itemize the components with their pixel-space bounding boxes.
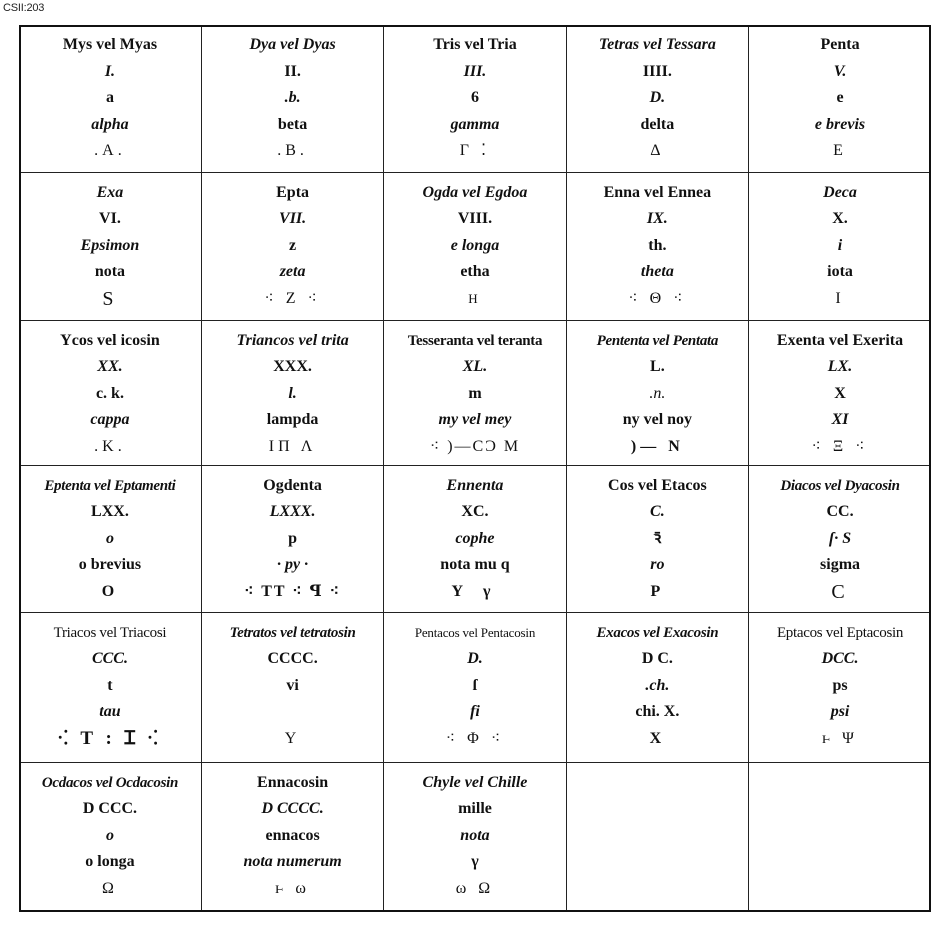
cell-letter: ennacos <box>265 826 320 844</box>
cell-letter: .n. <box>649 384 666 402</box>
cell-letter-name: e brevis <box>814 115 866 133</box>
cell-name: Tris vel Tria <box>433 36 517 53</box>
cell-numeral: VI. <box>99 210 121 227</box>
cell-letter: p <box>288 529 298 547</box>
cell-glyph: .B. <box>277 142 308 159</box>
cell-glyph: ⁖ Z ⁖ <box>264 289 321 307</box>
cell-letter-name: zeta <box>279 263 306 280</box>
cell-name: Pentacos vel Pentacosin <box>414 624 536 640</box>
cell-numeral: XXX. <box>273 358 312 375</box>
cell-letter: e <box>836 89 844 106</box>
cell-name: Exacos vel Exacosin <box>596 624 719 641</box>
cell-numeral: LX. <box>827 358 853 375</box>
cell-glyph: ⱶ Ψ <box>822 729 858 747</box>
cell-letter-name: sigma <box>820 556 861 573</box>
cell-letter-name: gamma <box>450 115 500 133</box>
cell-name: Mys vel Myas <box>62 36 158 53</box>
cell-glyph: ⁖ T : Ɪ ⁖ <box>58 727 162 749</box>
cell-name: Triacos vel Triacosi <box>53 624 167 641</box>
cell-letter-name: cappa <box>90 411 130 428</box>
cell-numeral: IIII. <box>642 62 672 80</box>
cell-letter: l. <box>288 384 297 402</box>
cell-numeral: D CCC. <box>82 800 138 817</box>
cell-glyph: C <box>831 580 849 603</box>
cell-name: Diacos vel Dyacosin <box>780 477 900 494</box>
cell-letter-name: beta <box>277 115 308 133</box>
cell-letter: i <box>837 236 843 254</box>
cell-glyph: )— N <box>630 437 684 455</box>
cell-numeral: LXXX. <box>269 503 316 520</box>
cell-letter-name: nota <box>94 263 126 280</box>
cell-glyph: X <box>649 729 666 747</box>
cell-letter: .ch. <box>645 676 670 694</box>
cell-numeral: CC. <box>826 503 854 520</box>
cell-numeral: XL. <box>462 358 488 375</box>
cell-name: Tetratos vel tetratosin <box>229 624 356 641</box>
cell-glyph: ΙΠ Λ <box>268 437 317 455</box>
cell-letter-name: ny vel noy <box>622 411 693 428</box>
cell-glyph: .A. <box>94 142 126 159</box>
cell-letter: D. <box>649 89 666 106</box>
cell-letter: 6 <box>470 89 479 106</box>
cell-letter: z <box>289 236 297 254</box>
cell-letter: m <box>468 384 482 402</box>
cell-letter: e longa <box>450 236 500 254</box>
cell-name: Ogda vel Egdoa <box>422 183 528 201</box>
cell-numeral: L. <box>650 358 665 375</box>
cell-letter-name: tau <box>99 703 121 720</box>
cell-glyph: Γ ⁚ <box>459 142 491 159</box>
cell-numeral: IX. <box>646 210 668 227</box>
cell-numeral: D C. <box>641 650 673 667</box>
cell-letter-name: nota numerum <box>243 853 342 870</box>
cell-letter-name: my vel mey <box>438 411 512 428</box>
cell-numeral: mille <box>458 800 492 817</box>
cell-numeral: III. <box>463 62 487 80</box>
cell-letter: ps <box>832 676 848 694</box>
cell-letter: .b. <box>284 89 301 106</box>
cell-letter: th. <box>648 236 667 254</box>
cell-numeral: D. <box>467 650 483 667</box>
cell-name: Triancos vel trita <box>236 331 349 349</box>
cell-name: Chyle vel Chille <box>422 773 528 791</box>
cell-letter-name: etha <box>460 263 490 280</box>
table-frame <box>19 25 931 912</box>
cell-letter: c. k. <box>95 384 124 402</box>
cell-glyph: I <box>835 289 845 307</box>
cell-name: Ocdacos vel Ocdacosin <box>41 774 179 791</box>
cell-letter-name: theta <box>640 263 674 280</box>
cell-name: Cos vel Etacos <box>608 476 707 494</box>
cell-name: Eptacos vel Eptacosin <box>776 624 904 641</box>
cell-name: Tetras vel Tessara <box>598 36 716 53</box>
cell-letter: vi <box>286 676 299 694</box>
cell-letter: ſ· S <box>828 529 852 547</box>
cell-numeral: VII. <box>279 210 307 227</box>
cell-name: Epta <box>276 183 310 201</box>
cell-numeral: C. <box>650 503 665 520</box>
cell-name: Enna vel Ennea <box>603 183 712 201</box>
cell-name: Ogdenta <box>263 476 322 494</box>
cell-glyph: O <box>101 582 119 600</box>
cell-letter-name: delta <box>640 115 675 133</box>
cell-numeral: I. <box>104 62 116 80</box>
cell-glyph: S <box>102 287 118 310</box>
cell-name: Exenta vel Exerita <box>776 331 904 349</box>
cell-letter-name: chi. X. <box>635 703 680 720</box>
cell-glyph: P <box>650 582 665 600</box>
cell-glyph: Ω <box>102 879 118 897</box>
cell-letter-name: · py · <box>277 556 309 573</box>
cell-name: Exa <box>96 183 124 201</box>
cell-glyph: ⁖ Θ ⁖ <box>628 289 687 307</box>
cell-letter-name: ro <box>650 556 665 573</box>
cell-letter: Epsimon <box>80 236 140 254</box>
page-reference-label: CSII:203 <box>3 2 45 14</box>
cell-letter-name: iota <box>827 263 853 280</box>
cell-glyph: ω Ω <box>455 879 495 897</box>
cell-name: Ycos vel icosin <box>60 331 160 349</box>
cell-numeral: II. <box>284 62 301 80</box>
cell-glyph: Υ <box>284 729 301 747</box>
cell-name: Ennacosin <box>257 773 329 791</box>
cell-numeral: D CCCC. <box>261 800 324 817</box>
cell-glyph: H <box>468 290 482 306</box>
cell-letter: a <box>105 89 114 106</box>
cell-numeral: X. <box>832 210 848 227</box>
cell-letter: X <box>834 384 846 402</box>
cell-letter-name: o longa <box>85 853 135 870</box>
cell-numeral: XX. <box>97 358 123 375</box>
cell-letter-name: nota mu q <box>440 556 510 573</box>
cell-letter: t <box>107 676 113 694</box>
cell-glyph: ⁖ Ξ ⁖ <box>811 437 869 455</box>
cell-numeral: DCC. <box>821 650 859 667</box>
cell-name: Penta <box>820 36 860 53</box>
cell-name: Eptenta vel Eptamenti <box>44 477 176 494</box>
cell-numeral: XC. <box>461 503 489 520</box>
cell-letter: o <box>105 826 114 844</box>
cell-letter-name: fi <box>470 703 480 720</box>
cell-letter: nota <box>460 826 490 844</box>
cell-glyph: ⁖ Φ ⁖ <box>445 729 505 747</box>
cell-name: Deca <box>823 183 857 201</box>
cell-numeral: VIII. <box>457 210 493 227</box>
cell-letter-name: γ <box>471 853 479 870</box>
cell-letter-name: lampda <box>266 411 319 428</box>
cell-letter-name: psi <box>830 703 850 720</box>
cell-numeral: LXX. <box>91 503 129 520</box>
cell-glyph: ⁖ TT ⁖ ꟼ ⁖ <box>244 582 342 600</box>
cell-numeral: CCC. <box>91 650 128 667</box>
cell-letter: ſ <box>472 676 478 694</box>
cell-name: Pententa vel Pentata <box>596 332 719 349</box>
cell-name: Ennenta <box>446 476 504 494</box>
cell-letter-name: alpha <box>91 115 129 133</box>
cell-letter: ꝛ̄ <box>653 529 662 547</box>
cell-letter: cophe <box>455 529 495 547</box>
cell-glyph: E <box>833 142 847 159</box>
cell-letter-name: o brevius <box>78 556 142 573</box>
cell-glyph: ⱶ ω <box>275 879 310 897</box>
cell-letter-name: XI <box>831 411 849 428</box>
cell-numeral: V. <box>833 62 847 80</box>
cell-letter: o <box>105 529 114 547</box>
cell-glyph: ⁖ )—ϹϽ M <box>429 437 521 455</box>
cell-glyph: Υ γ <box>451 582 499 600</box>
cell-glyph: .K. <box>94 437 126 455</box>
cell-name: Dya vel Dyas <box>249 36 336 53</box>
cell-glyph: Δ <box>650 142 665 159</box>
cell-name: Tesseranta vel teranta <box>407 332 543 349</box>
cell-numeral: CCCC. <box>267 650 318 667</box>
